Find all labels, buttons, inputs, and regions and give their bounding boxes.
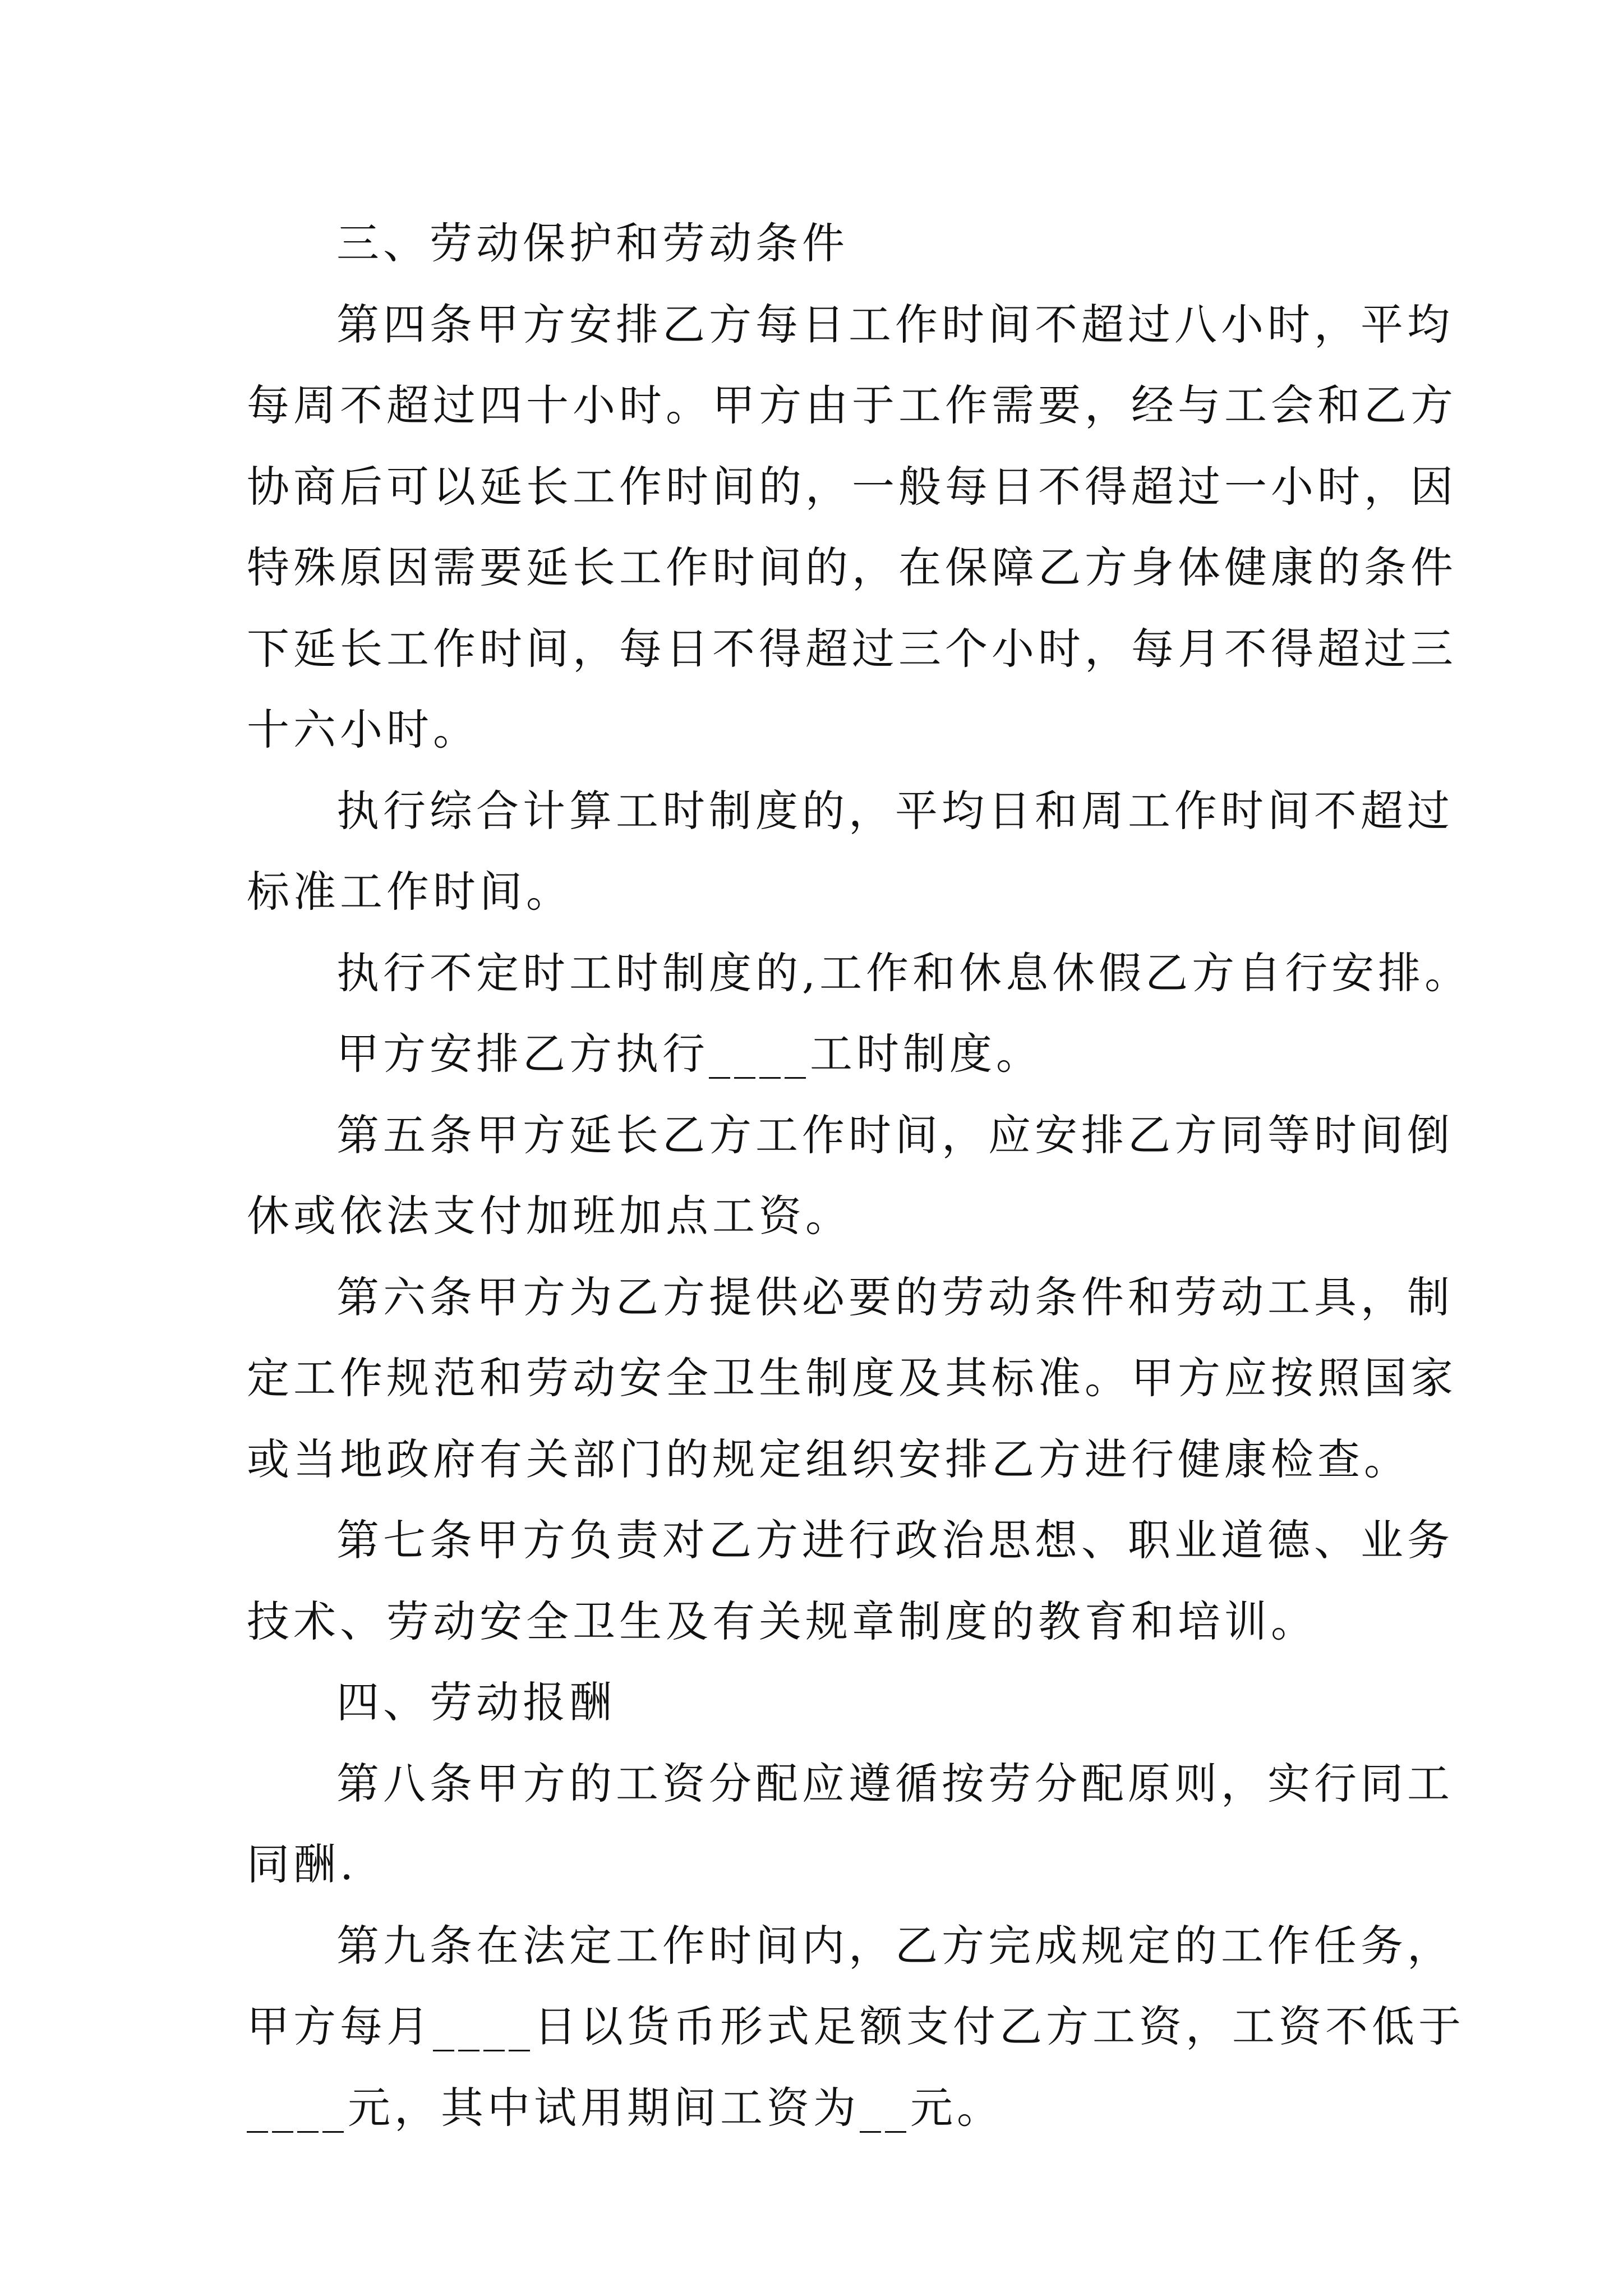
section-heading: 四、劳动报酬 [336, 1677, 616, 1727]
paragraph-line: 标准工作时间。 [247, 867, 573, 917]
paragraph-line: 协商后可以延长工作时间的，一般每日不得超过一小时，因 [247, 461, 1457, 512]
paragraph-line: 第四条甲方安排乙方每日工作时间不超过八小时，平均 [336, 299, 1454, 349]
paragraph-line: 下延长工作时间，每日不得超过三个小时，每月不得超过三 [247, 623, 1457, 674]
paragraph-line: 同酬. [247, 1839, 358, 1889]
paragraph-line: 特殊原因需要延长工作时间的，在保障乙方身体健康的条件 [247, 542, 1457, 592]
document-body [247, 203, 1472, 2148]
paragraph-line: 第九条在法定工作时间内，乙方完成规定的工作任务， [336, 1920, 1454, 1971]
paragraph-line: 休或依法支付加班加点工资。 [247, 1191, 852, 1241]
paragraph-line: 执行不定时工时制度的,工作和休息休假乙方自行安排。 [336, 947, 1472, 998]
paragraph-line: 每周不超过四十小时。甲方由于工作需要，经与工会和乙方 [247, 380, 1457, 430]
paragraph-line: 定工作规范和劳动安全卫生制度及其标准。甲方应按照国家 [247, 1353, 1457, 1403]
paragraph-line: 执行综合计算工时制度的，平均日和周工作时间不超过 [336, 785, 1454, 836]
paragraph-line: 第八条甲方的工资分配应遵循按劳分配原则，实行同工 [336, 1758, 1454, 1809]
paragraph-line: 第六条甲方为乙方提供必要的劳动条件和劳动工具，制 [336, 1272, 1454, 1322]
paragraph-line: ____元，其中试用期间工资为__元。 [247, 2082, 1003, 2133]
paragraph-line: 或当地政府有关部门的规定组织安排乙方进行健康检查。 [247, 1434, 1410, 1484]
paragraph-line: 甲方安排乙方执行____工时制度。 [336, 1029, 1043, 1079]
paragraph-line: 技术、劳动安全卫生及有关规章制度的教育和培训。 [247, 1596, 1317, 1646]
section-heading: 三、劳动保护和劳动条件 [336, 218, 849, 268]
paragraph-line: 十六小时。 [247, 705, 479, 754]
paragraph-line: 第七条甲方负责对乙方进行政治思想、职业道德、业务 [336, 1515, 1454, 1565]
paragraph-line: 甲方每月____日以货币形式足额支付乙方工资，工资不低于 [247, 2001, 1465, 2051]
paragraph-line: 第五条甲方延长乙方工作时间，应安排乙方同等时间倒 [336, 1110, 1454, 1160]
